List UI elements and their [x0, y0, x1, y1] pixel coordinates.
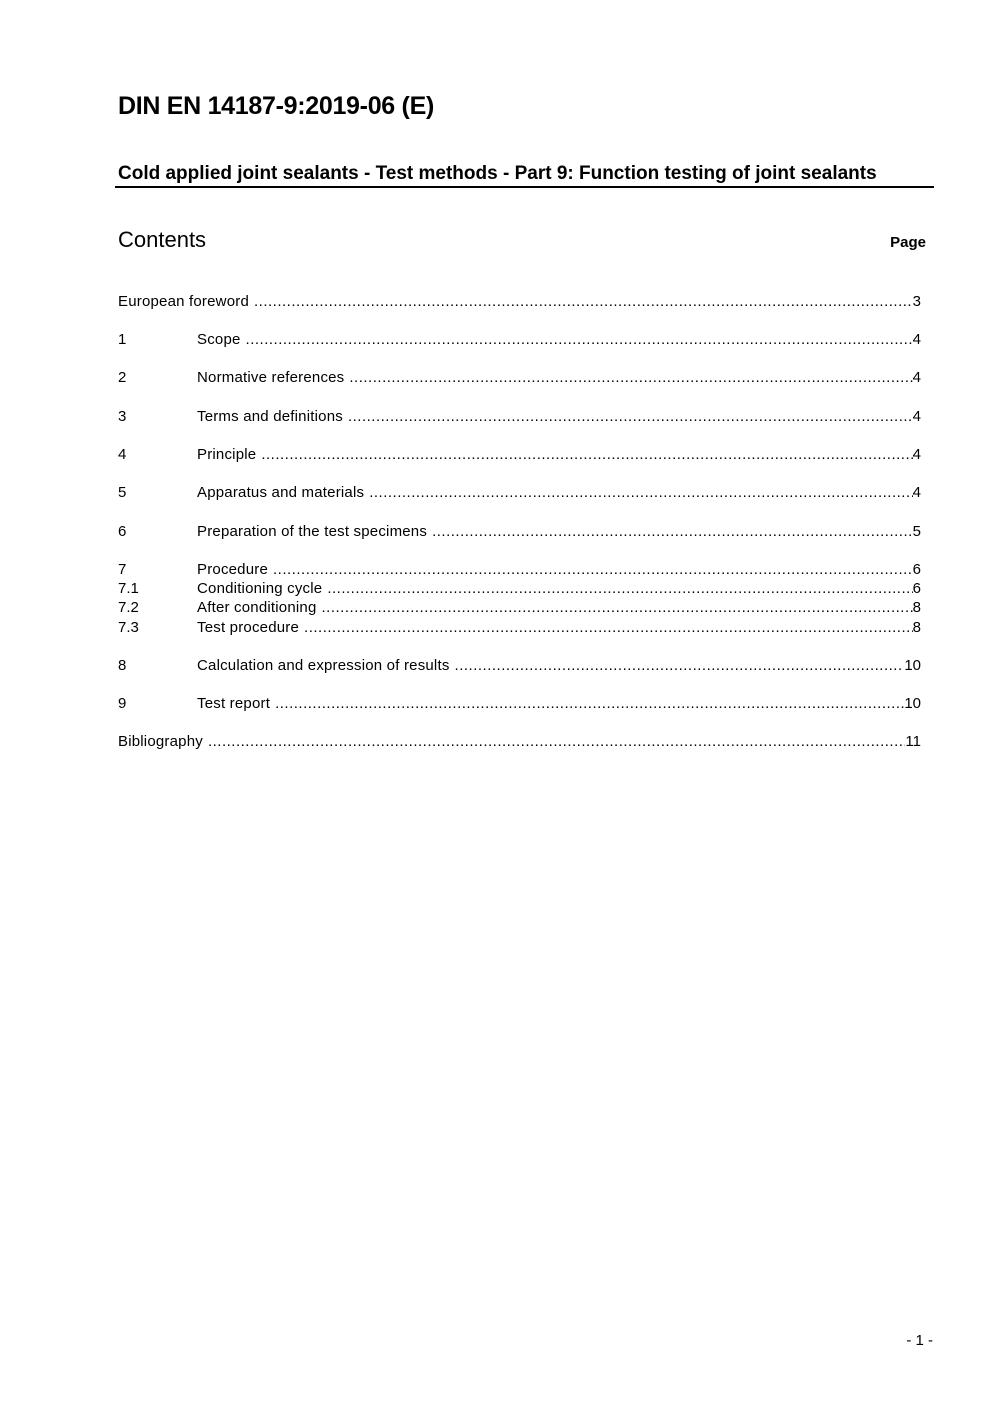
toc-entry-label: Preparation of the test specimens	[197, 523, 428, 540]
document-title: Cold applied joint sealants - Test methods - Part 9: Function testing of joint sealants	[118, 163, 877, 184]
toc-entry-number: 1	[118, 331, 127, 348]
toc-leader-dots	[254, 292, 913, 312]
toc-leader-dots	[349, 368, 912, 388]
toc-entry-preparation[interactable]	[118, 522, 921, 542]
toc-entry-label: European foreword	[118, 293, 249, 310]
toc-entry-after-conditioning[interactable]	[118, 598, 921, 618]
toc-entry-label: Principle	[197, 446, 257, 463]
toc-entry-number: 7.1	[118, 580, 139, 597]
toc-entry-number: 8	[118, 657, 127, 674]
page-column-heading: Page	[890, 234, 926, 251]
toc-entry-foreword[interactable]	[118, 292, 921, 312]
toc-entry-page: 8	[912, 619, 921, 636]
toc-entry-label: Scope	[197, 331, 241, 348]
toc-leader-dots	[261, 445, 912, 465]
toc-entry-page: 3	[912, 293, 921, 310]
toc-entry-number: 7.2	[118, 599, 139, 616]
toc-leader-dots	[432, 522, 913, 542]
toc-entry-page: 4	[912, 369, 921, 386]
toc-entry-label: Calculation and expression of results	[197, 657, 450, 674]
toc-entry-number: 7	[118, 561, 127, 578]
toc-entry-procedure[interactable]	[118, 560, 921, 580]
toc-entry-label: Conditioning cycle	[197, 580, 323, 597]
toc-leader-dots	[369, 483, 912, 503]
document-id: DIN EN 14187-9:2019-06 (E)	[118, 92, 434, 120]
toc-leader-dots	[246, 330, 913, 350]
toc-entry-page: 4	[912, 484, 921, 501]
toc-entry-test-report[interactable]	[118, 694, 921, 714]
title-underline	[115, 186, 934, 188]
toc-entry-label: Apparatus and materials	[197, 484, 365, 501]
toc-entry-number: 7.3	[118, 619, 139, 636]
toc-entry-page: 10	[904, 695, 921, 712]
toc-entry-normative-references[interactable]	[118, 368, 921, 388]
toc-leader-dots	[275, 694, 904, 714]
toc-entry-number: 2	[118, 369, 127, 386]
toc-entry-page: 10	[904, 657, 921, 674]
toc-entry-conditioning-cycle[interactable]	[118, 579, 921, 599]
toc-entry-label: Normative references	[197, 369, 345, 386]
toc-entry-bibliography[interactable]	[118, 732, 921, 752]
toc-entry-page: 6	[912, 561, 921, 578]
toc-entry-apparatus[interactable]	[118, 483, 921, 503]
toc-entry-page: 4	[912, 331, 921, 348]
toc-entry-label: After conditioning	[197, 599, 317, 616]
toc-entry-page: 5	[912, 523, 921, 540]
toc-entry-scope[interactable]	[118, 330, 921, 350]
toc-leader-dots	[455, 656, 905, 676]
toc-entry-number: 5	[118, 484, 127, 501]
toc-entry-test-procedure[interactable]	[118, 618, 921, 638]
toc-entry-principle[interactable]	[118, 445, 921, 465]
toc-entry-number: 6	[118, 523, 127, 540]
toc-entry-label: Terms and definitions	[197, 408, 343, 425]
toc-entry-number: 3	[118, 408, 127, 425]
toc-leader-dots	[327, 579, 912, 599]
toc-entry-page: 4	[912, 446, 921, 463]
contents-heading: Contents	[118, 227, 207, 252]
toc-leader-dots	[273, 560, 913, 580]
toc-entry-number: 9	[118, 695, 127, 712]
toc-entry-label: Test procedure	[197, 619, 300, 636]
toc-leader-dots	[322, 598, 913, 618]
toc-entry-terms-definitions[interactable]	[118, 407, 921, 427]
toc-entry-calculation[interactable]	[118, 656, 921, 676]
toc-leader-dots	[304, 618, 913, 638]
page-number-footer: - 1 -	[906, 1332, 933, 1349]
toc-entry-page: 6	[912, 580, 921, 597]
toc-leader-dots	[208, 732, 905, 752]
toc-entry-page: 11	[905, 733, 921, 750]
toc-entry-label: Test report	[197, 695, 271, 712]
toc-entry-number: 4	[118, 446, 127, 463]
toc-entry-label: Procedure	[197, 561, 269, 578]
toc-entry-label: Bibliography	[118, 733, 203, 750]
toc-leader-dots	[348, 407, 913, 427]
toc-entry-page: 4	[912, 408, 921, 425]
toc-entry-page: 8	[912, 599, 921, 616]
